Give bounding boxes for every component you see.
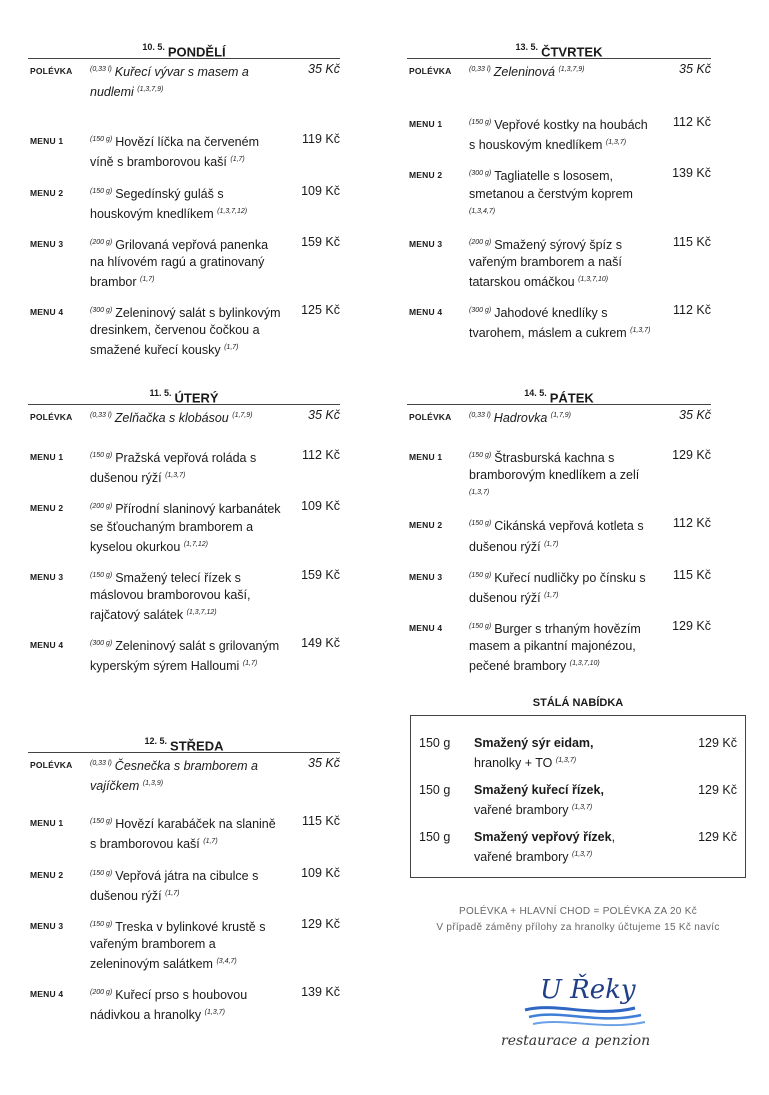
menu-allergens: (3,4,7) [216, 958, 237, 966]
soup-label: POLÉVKA [409, 412, 452, 422]
stala-name-rest: vařené brambory [474, 850, 569, 865]
menu-name: Kuřecí nudličky po čínsku s dušenou rýží [469, 570, 646, 606]
menu-item [407, 165, 711, 222]
day-heading [28, 730, 340, 752]
menu-allergens: (1,3,7) [165, 472, 186, 480]
menu-label: MENU 4 [30, 989, 64, 1000]
menu-weight: (300 g) [90, 640, 113, 648]
menu-name: Vepřová játra na cibulce s dušenou rýží [90, 868, 259, 903]
menu-name: Cikánská vepřová kotleta s dušenou rýží [469, 519, 644, 554]
menu-price: 109 Kč [301, 499, 340, 514]
menu-item [407, 302, 711, 342]
menu-weight: (150 g) [90, 818, 113, 826]
soup-item [28, 407, 340, 427]
menu-item [28, 498, 340, 555]
day-name: PÁTEK [549, 390, 594, 406]
menu-item [407, 515, 711, 555]
day-patek [407, 382, 711, 675]
day-date: 10. 5. [142, 42, 165, 52]
logo-graphic [495, 968, 665, 1052]
menu-label: MENU 2 [30, 869, 64, 880]
day-name: STŘEDA [170, 738, 224, 754]
stala-price: 129 Kč [698, 736, 737, 750]
menu-item [28, 916, 340, 973]
menu-price: 112 Kč [673, 303, 711, 318]
menu-label: MENU 3 [30, 920, 64, 931]
menu-price: 115 Kč [302, 814, 340, 829]
stala-weight: 150 g [419, 783, 451, 797]
side-swap-note: V případě záměny přílohy za hranolky účtujeme 15 Kč navíc [436, 922, 720, 933]
menu-label: MENU 1 [409, 119, 443, 130]
soup-item [28, 755, 340, 795]
soup-volume: (0,33 l) [469, 66, 491, 73]
day-date: 11. 5. [149, 388, 172, 398]
soup-name: Hadrovka [493, 411, 548, 426]
stala-name [474, 829, 674, 866]
menu-item [28, 813, 340, 853]
menu-allergens: (1,3,7,10) [569, 660, 600, 668]
menu-item [28, 567, 340, 624]
menu-name: Hovězí karabáček na slanině s bramborovou kaší [90, 817, 276, 852]
stala-name-rest: vařené brambory [474, 803, 569, 818]
menu-allergens: (1,7) [203, 838, 218, 846]
stala-allergens: (1,3,7) [571, 851, 593, 858]
menu-name: Zeleninový salát s grilovaným kyperským sýrem Halloumi [90, 639, 280, 674]
menu-label: MENU 3 [409, 238, 443, 249]
stala-allergens: (1,3,7) [571, 804, 593, 811]
menu-item [28, 984, 340, 1024]
menu-allergens: (1,3,7) [204, 1009, 225, 1017]
menu-weight: (200 g) [90, 503, 113, 511]
soup-label: POLÉVKA [409, 66, 452, 76]
day-name: ČTVRTEK [541, 44, 603, 60]
menu-item [28, 183, 340, 223]
menu-allergens: (1,3,7) [605, 139, 627, 147]
menu-name: Štrasburská kachna s bramborovým knedlíkem a zelí [469, 451, 640, 483]
soup-label: POLÉVKA [30, 66, 73, 76]
soup-allergens: (1,7,9) [232, 412, 253, 419]
menu-label: MENU 1 [30, 452, 64, 463]
menu-weight: (150 g) [90, 571, 113, 579]
soup-allergens: (1,3,7,9) [137, 86, 164, 94]
stala-price: 129 Kč [698, 830, 737, 844]
soup-label: POLÉVKA [30, 760, 73, 770]
menu-allergens: (1,7) [165, 889, 180, 897]
stala-weight: 150 g [419, 830, 451, 844]
soup-name: Zelňačka s klobásou [114, 411, 229, 426]
menu-price: 112 Kč [302, 448, 340, 463]
soup-label: POLÉVKA [30, 412, 73, 422]
menu-weight: (300 g) [469, 170, 492, 178]
menu-name: Hovězí líčka na červeném víně s bramborovou kaší [90, 135, 259, 170]
day-utery [28, 382, 340, 675]
menu-weight: (150 g) [469, 119, 492, 127]
day-ctvrtek [407, 36, 711, 342]
stala-nabidka-box [410, 715, 746, 878]
menu-price: 119 Kč [302, 132, 340, 147]
menu-price: 149 Kč [301, 636, 340, 651]
stala-name-bold: Smažený kuřecí řízek, [474, 783, 604, 797]
menu-weight: (150 g) [469, 520, 492, 528]
day-name: PONDĚLÍ [167, 44, 226, 60]
soup-volume: (0,33 l) [90, 66, 112, 73]
menu-weight: (200 g) [90, 989, 113, 997]
day-heading [407, 36, 711, 58]
menu-item [407, 567, 711, 607]
soup-volume: (0,33 l) [90, 760, 112, 767]
day-streda [28, 730, 340, 1025]
menu-price: 139 Kč [672, 166, 711, 181]
menu-item [28, 635, 340, 675]
menu-label: MENU 4 [409, 307, 443, 318]
menu-label: MENU 3 [409, 571, 443, 582]
menu-item [28, 447, 340, 487]
menu-allergens: (1,3,7,12) [186, 608, 217, 616]
menu-weight: (300 g) [90, 307, 113, 315]
soup-price: 35 Kč [679, 408, 711, 422]
menu-label: MENU 1 [30, 818, 64, 829]
menu-weight: (200 g) [90, 238, 113, 246]
menu-label: MENU 2 [409, 520, 443, 531]
menu-allergens: (1,7) [224, 344, 239, 352]
menu-label: MENU 3 [30, 238, 64, 249]
menu-item [407, 447, 711, 504]
menu-price: 115 Kč [673, 234, 711, 249]
menu-weight: (150 g) [469, 623, 492, 631]
menu-name: Burger s trhaným hovězím masem a pikantní majonézou, pečené brambory [469, 622, 641, 674]
menu-name: Smažený telecí řízek s máslovou bramborovou kaší, rajčatový salátek [90, 570, 251, 623]
menu-item [407, 234, 711, 291]
restaurant-logo [495, 968, 665, 1052]
menu-weight: (200 g) [469, 238, 492, 246]
stala-allergens: (1,3,7) [555, 757, 577, 764]
day-heading [407, 382, 711, 404]
soup-name: Zeleninová [493, 65, 555, 80]
menu-weight: (150 g) [90, 869, 113, 877]
menu-allergens: (1,7,12) [183, 540, 208, 548]
menu-price: 112 Kč [673, 115, 711, 130]
menu-weight: (150 g) [90, 452, 113, 460]
menu-name: Vepřové kostky na houbách s houskovým knedlíkem [469, 118, 648, 153]
menu-item [28, 302, 340, 359]
menu-weight: (150 g) [90, 187, 113, 195]
menu-name: Jahodové knedlíky s tvarohem, máslem a cukrem [469, 306, 627, 341]
stala-name-bold: Smažený vepřový řízek [474, 830, 612, 844]
stala-nabidka-title: STÁLÁ NABÍDKA [532, 697, 624, 709]
menu-price: 109 Kč [301, 865, 340, 880]
menu-item [407, 618, 711, 675]
menu-weight: (150 g) [469, 571, 492, 579]
day-date: 14. 5. [524, 388, 547, 398]
logo-name: U Řeky [540, 975, 636, 1005]
menu-allergens: (1,3,7) [469, 489, 490, 497]
day-name: ÚTERÝ [174, 390, 219, 406]
menu-name: Treska v bylinkové krustě s vařeným bramborem a zeleninovým salátkem [90, 920, 266, 972]
day-date: 12. 5. [144, 736, 168, 746]
menu-weight: (300 g) [469, 307, 492, 315]
soup-price: 35 Kč [308, 62, 340, 76]
menu-price: 139 Kč [301, 985, 340, 1000]
menu-allergens: (1,7) [230, 156, 245, 164]
menu-label: MENU 2 [409, 170, 443, 181]
stala-name [474, 782, 674, 819]
stala-name-rest: hranolky + TO [474, 756, 553, 771]
combo-note: POLÉVKA + HLAVNÍ CHOD = POLÉVKA ZA 20 Kč [458, 906, 698, 917]
menu-price: 129 Kč [672, 619, 711, 634]
day-date: 13. 5. [515, 42, 539, 52]
menu-item [28, 131, 340, 171]
menu-label: MENU 1 [30, 136, 64, 147]
menu-allergens: (1,3,7,10) [578, 275, 609, 283]
menu-name: Zeleninový salát s bylinkovým dresinkem, červenou čočkou a smažené kuřecí kousky [90, 306, 281, 358]
day-pondeli [28, 36, 340, 360]
menu-name: Tagliatelle s lososem, smetanou a čerstvým koprem [469, 169, 633, 201]
menu-name: Grilovaná vepřová panenka na hlívovém ragú a gratinovaný brambor [90, 238, 269, 290]
menu-weight: (150 g) [90, 920, 113, 928]
day-heading [28, 382, 340, 404]
soup-price: 35 Kč [308, 756, 340, 770]
soup-volume: (0,33 l) [90, 412, 112, 419]
menu-name: Přírodní slaninový karbanátek se šťouchaným bramborem a kyselou okurkou [90, 502, 281, 554]
menu-allergens: (1,3,4,7) [469, 207, 496, 215]
menu-label: MENU 4 [30, 640, 64, 651]
menu-price: 125 Kč [301, 303, 340, 318]
stala-name [474, 735, 674, 772]
menu-price: 159 Kč [301, 567, 340, 582]
menu-price: 109 Kč [301, 183, 340, 198]
stala-weight: 150 g [419, 736, 451, 750]
menu-item [28, 234, 340, 291]
menu-allergens: (1,7) [544, 540, 559, 548]
soup-name: Kuřecí vývar s masem a nudlemi [90, 65, 249, 100]
menu-label: MENU 4 [30, 307, 64, 318]
soup-price: 35 Kč [679, 62, 711, 76]
menu-label: MENU 3 [30, 571, 64, 582]
menu-name: Pražská vepřová roláda s dušenou rýží [90, 451, 257, 486]
menu-name: Kuřecí prso s houbovou nádivkou a hranolky [90, 988, 248, 1023]
soup-item [407, 407, 711, 427]
soup-volume: (0,33 l) [469, 412, 491, 419]
logo-tagline: restaurace a penzion [501, 1033, 651, 1049]
day-heading [28, 36, 340, 58]
soup-item [407, 61, 711, 81]
menu-price: 115 Kč [673, 567, 711, 582]
soup-allergens: (1,3,9) [142, 780, 164, 788]
menu-name: Segedínský guláš s houskovým knedlíkem [90, 186, 224, 221]
menu-allergens: (1,7) [544, 591, 559, 599]
menu-item [28, 865, 340, 905]
menu-allergens: (1,7) [140, 276, 155, 284]
menu-allergens: (1,3,7) [630, 327, 651, 335]
menu-weight: (150 g) [90, 136, 113, 144]
menu-label: MENU 2 [30, 503, 64, 514]
soup-allergens: (1,3,7,9) [558, 66, 585, 73]
menu-label: MENU 4 [409, 623, 443, 634]
stala-name-bold: Smažený sýr eidam, [474, 736, 594, 750]
menu-price: 112 Kč [673, 516, 711, 531]
menu-price: 159 Kč [301, 234, 340, 249]
soup-price: 35 Kč [308, 408, 340, 422]
menu-price: 129 Kč [301, 916, 340, 931]
menu-name: Smažený sýrový špíz s vařeným bramborem a naší tatarskou omáčkou [469, 237, 623, 290]
stala-price: 129 Kč [698, 783, 737, 797]
stala-name-rest-comma: , [611, 830, 616, 844]
menu-allergens: (1,3,7,12) [217, 207, 248, 215]
soup-name: Česnečka s bramborem a vajíčkem [90, 759, 258, 794]
menu-label: MENU 1 [409, 452, 443, 463]
menu-weight: (150 g) [469, 452, 492, 460]
soup-item [28, 61, 340, 101]
menu-label: MENU 2 [30, 187, 64, 198]
menu-price: 129 Kč [672, 448, 711, 463]
menu-item [407, 114, 711, 154]
menu-allergens: (1,7) [242, 660, 258, 668]
soup-allergens: (1,7,9) [550, 412, 572, 419]
